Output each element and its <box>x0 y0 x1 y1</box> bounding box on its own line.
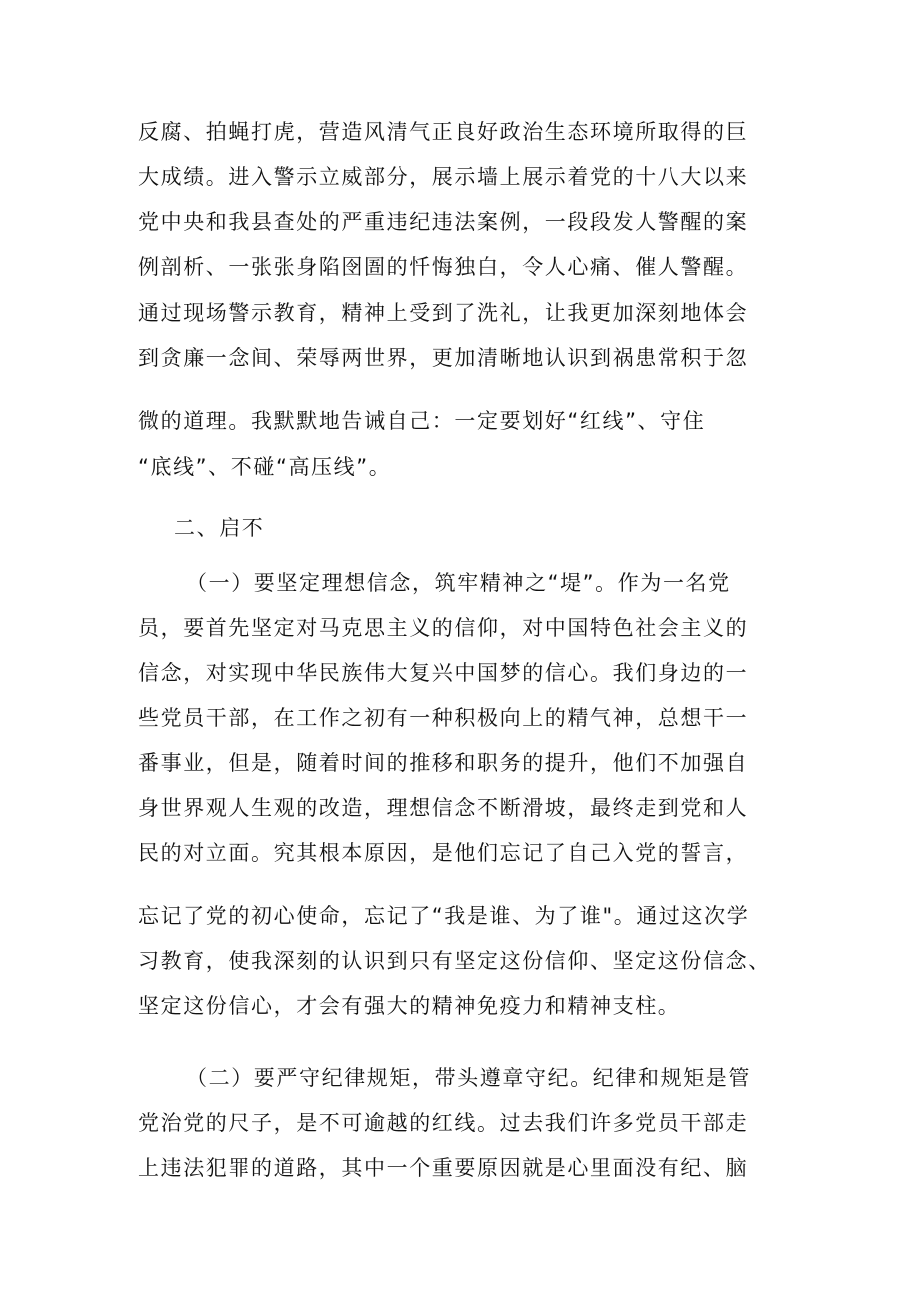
paragraph-line: 党治党的尺子，是不可逾越的红线。过去我们许多党员干部走 <box>138 1111 749 1135</box>
paragraph-line: 上违法犯罪的道路，其中一个重要原因就是心里面没有纪、脑 <box>138 1156 749 1180</box>
paragraph-line: 些党员干部，在工作之初有一种积极向上的精气神，总想干一 <box>138 706 749 730</box>
paragraph-line: 通过现场警示教育，精神上受到了洗礼，让我更加深刻地体会 <box>138 301 749 325</box>
paragraph-line: 例剖析、一张张身陷囹圄的忏悔独白，令人心痛、催人警醒。 <box>138 255 749 279</box>
paragraph-line: 民的对立面。究其根本原因，是他们忘记了自己入党的誓言， <box>138 841 749 865</box>
paragraph-line: （二）要严守纪律规矩，带头遵章守纪。纪律和规矩是管 <box>186 1066 751 1090</box>
paragraph-line: 习教育，使我深刻的认识到只有坚定这份信仰、坚定这份信念、 <box>138 949 771 973</box>
paragraph-line: 反腐、拍蝇打虎，营造风清气正良好政治生态环境所取得的巨 <box>138 120 749 144</box>
paragraph-line: 党中央和我县查处的严重违纪违法案例，一段段发人警醒的案 <box>138 210 749 234</box>
paragraph-line: 坚定这份信心，才会有强大的精神免疫力和精神支柱。 <box>138 994 681 1018</box>
paragraph-line: 微的道理。我默默地告诫自己：一定要划好“红线”、守住 <box>138 409 706 433</box>
paragraph-line: 身世界观人生观的改造，理想信念不断滑坡，最终走到党和人 <box>138 796 749 820</box>
paragraph-line: 信念，对实现中华民族伟大复兴中国梦的信心。我们身边的一 <box>138 661 749 685</box>
paragraph-line: “底线”、不碰“高压线”。 <box>138 455 392 479</box>
paragraph-line: （一）要坚定理想信念，筑牢精神之“堤”。作为一名党 <box>186 571 731 595</box>
paragraph-line: 忘记了党的初心使命，忘记了“我是谁、为了谁"。通过这次学 <box>138 904 750 928</box>
section-heading: 二、启不 <box>174 516 265 540</box>
paragraph-line: 番事业，但是，随着时间的推移和职务的提升，他们不加强自 <box>138 751 749 775</box>
paragraph-line: 到贪廉一念间、荣辱两世界，更加清晰地认识到祸患常积于忽 <box>138 346 749 370</box>
paragraph-line: 大成绩。进入警示立威部分，展示墙上展示着党的十八大以来 <box>138 165 749 189</box>
paragraph-line: 员，要首先坚定对马克思主义的信仰，对中国特色社会主义的 <box>138 616 749 640</box>
